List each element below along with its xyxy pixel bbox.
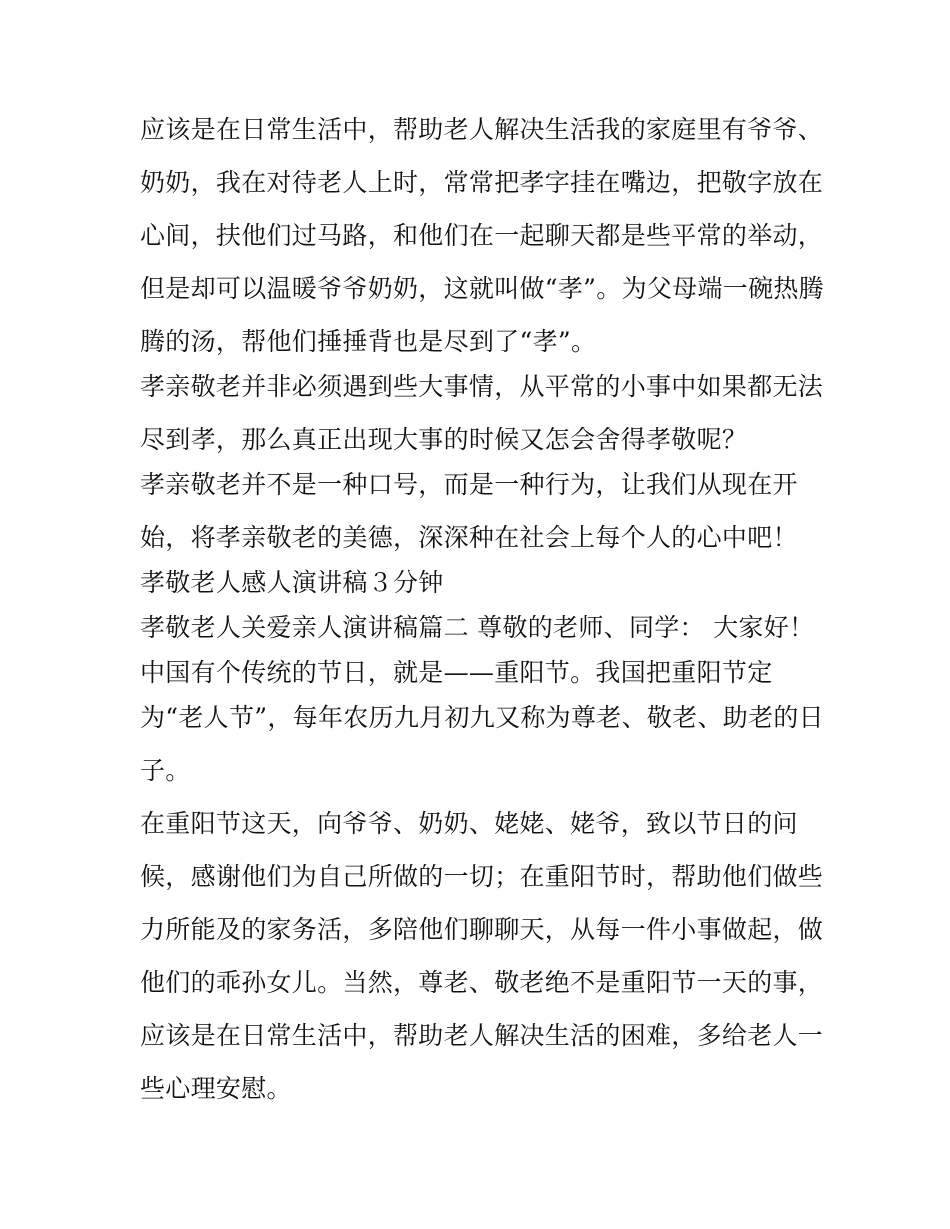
section-heading: 孝敬老人感人演讲稿３分钟: [140, 568, 444, 597]
text-line: 奶奶，我在对待老人上时，常常把孝字挂在嘴边，把敬字放在: [140, 168, 824, 197]
text-line: 应该是在日常生活中，帮助老人解决生活我的家庭里有爷爷、: [140, 115, 824, 144]
text-line: 心间，扶他们过马路，和他们在一起聊天都是些平常的举动，: [140, 221, 824, 250]
text-line: 中国有个传统的节日，就是——重阳节。我国把重阳节定: [140, 658, 773, 687]
text-line: 孝亲敬老并非必须遇到些大事情，从平常的小事中如果都无法: [140, 372, 824, 401]
document-body: [140, 108, 824, 1110]
text-line: 尽到孝，那么真正出现大事的时候又怎会舍得孝敬呢？: [140, 425, 748, 454]
text-line: 候，感谢他们为自己所做的一切；在重阳节时，帮助他们做些: [140, 862, 824, 891]
text-line: 始，将孝亲敬老的美德，深深种在社会上每个人的心中吧！: [140, 523, 798, 552]
text-line: 孝亲敬老并不是一种口号，而是一种行为，让我们从现在开: [140, 470, 798, 499]
text-line: 力所能及的家务活，多陪他们聊聊天，从每一件小事做起，做: [140, 915, 824, 944]
text-line: 应该是在日常生活中，帮助老人解决生活的困难，多给老人一: [140, 1021, 824, 1050]
text-line: 子。: [140, 756, 191, 785]
text-line: 在重阳节这天，向爷爷、奶奶、姥姥、姥爷，致以节日的问: [140, 809, 798, 838]
text-line: 孝敬老人关爱亲人演讲稿篇二 尊敬的老师、同学： 大家好！: [140, 613, 815, 642]
text-line: 他们的乖孙女儿。当然，尊老、敬老绝不是重阳节一天的事，: [140, 968, 824, 997]
text-line: 为“老人节”，每年农历九月初九又称为尊老、敬老、助老的日: [140, 703, 824, 732]
text-line: 些心理安慰。: [140, 1074, 292, 1103]
text-line: 但是却可以温暖爷爷奶奶，这就叫做“孝”。为父母端一碗热腾: [140, 274, 824, 303]
text-line: 腾的汤，帮他们捶捶背也是尽到了“孝”。: [140, 327, 597, 356]
